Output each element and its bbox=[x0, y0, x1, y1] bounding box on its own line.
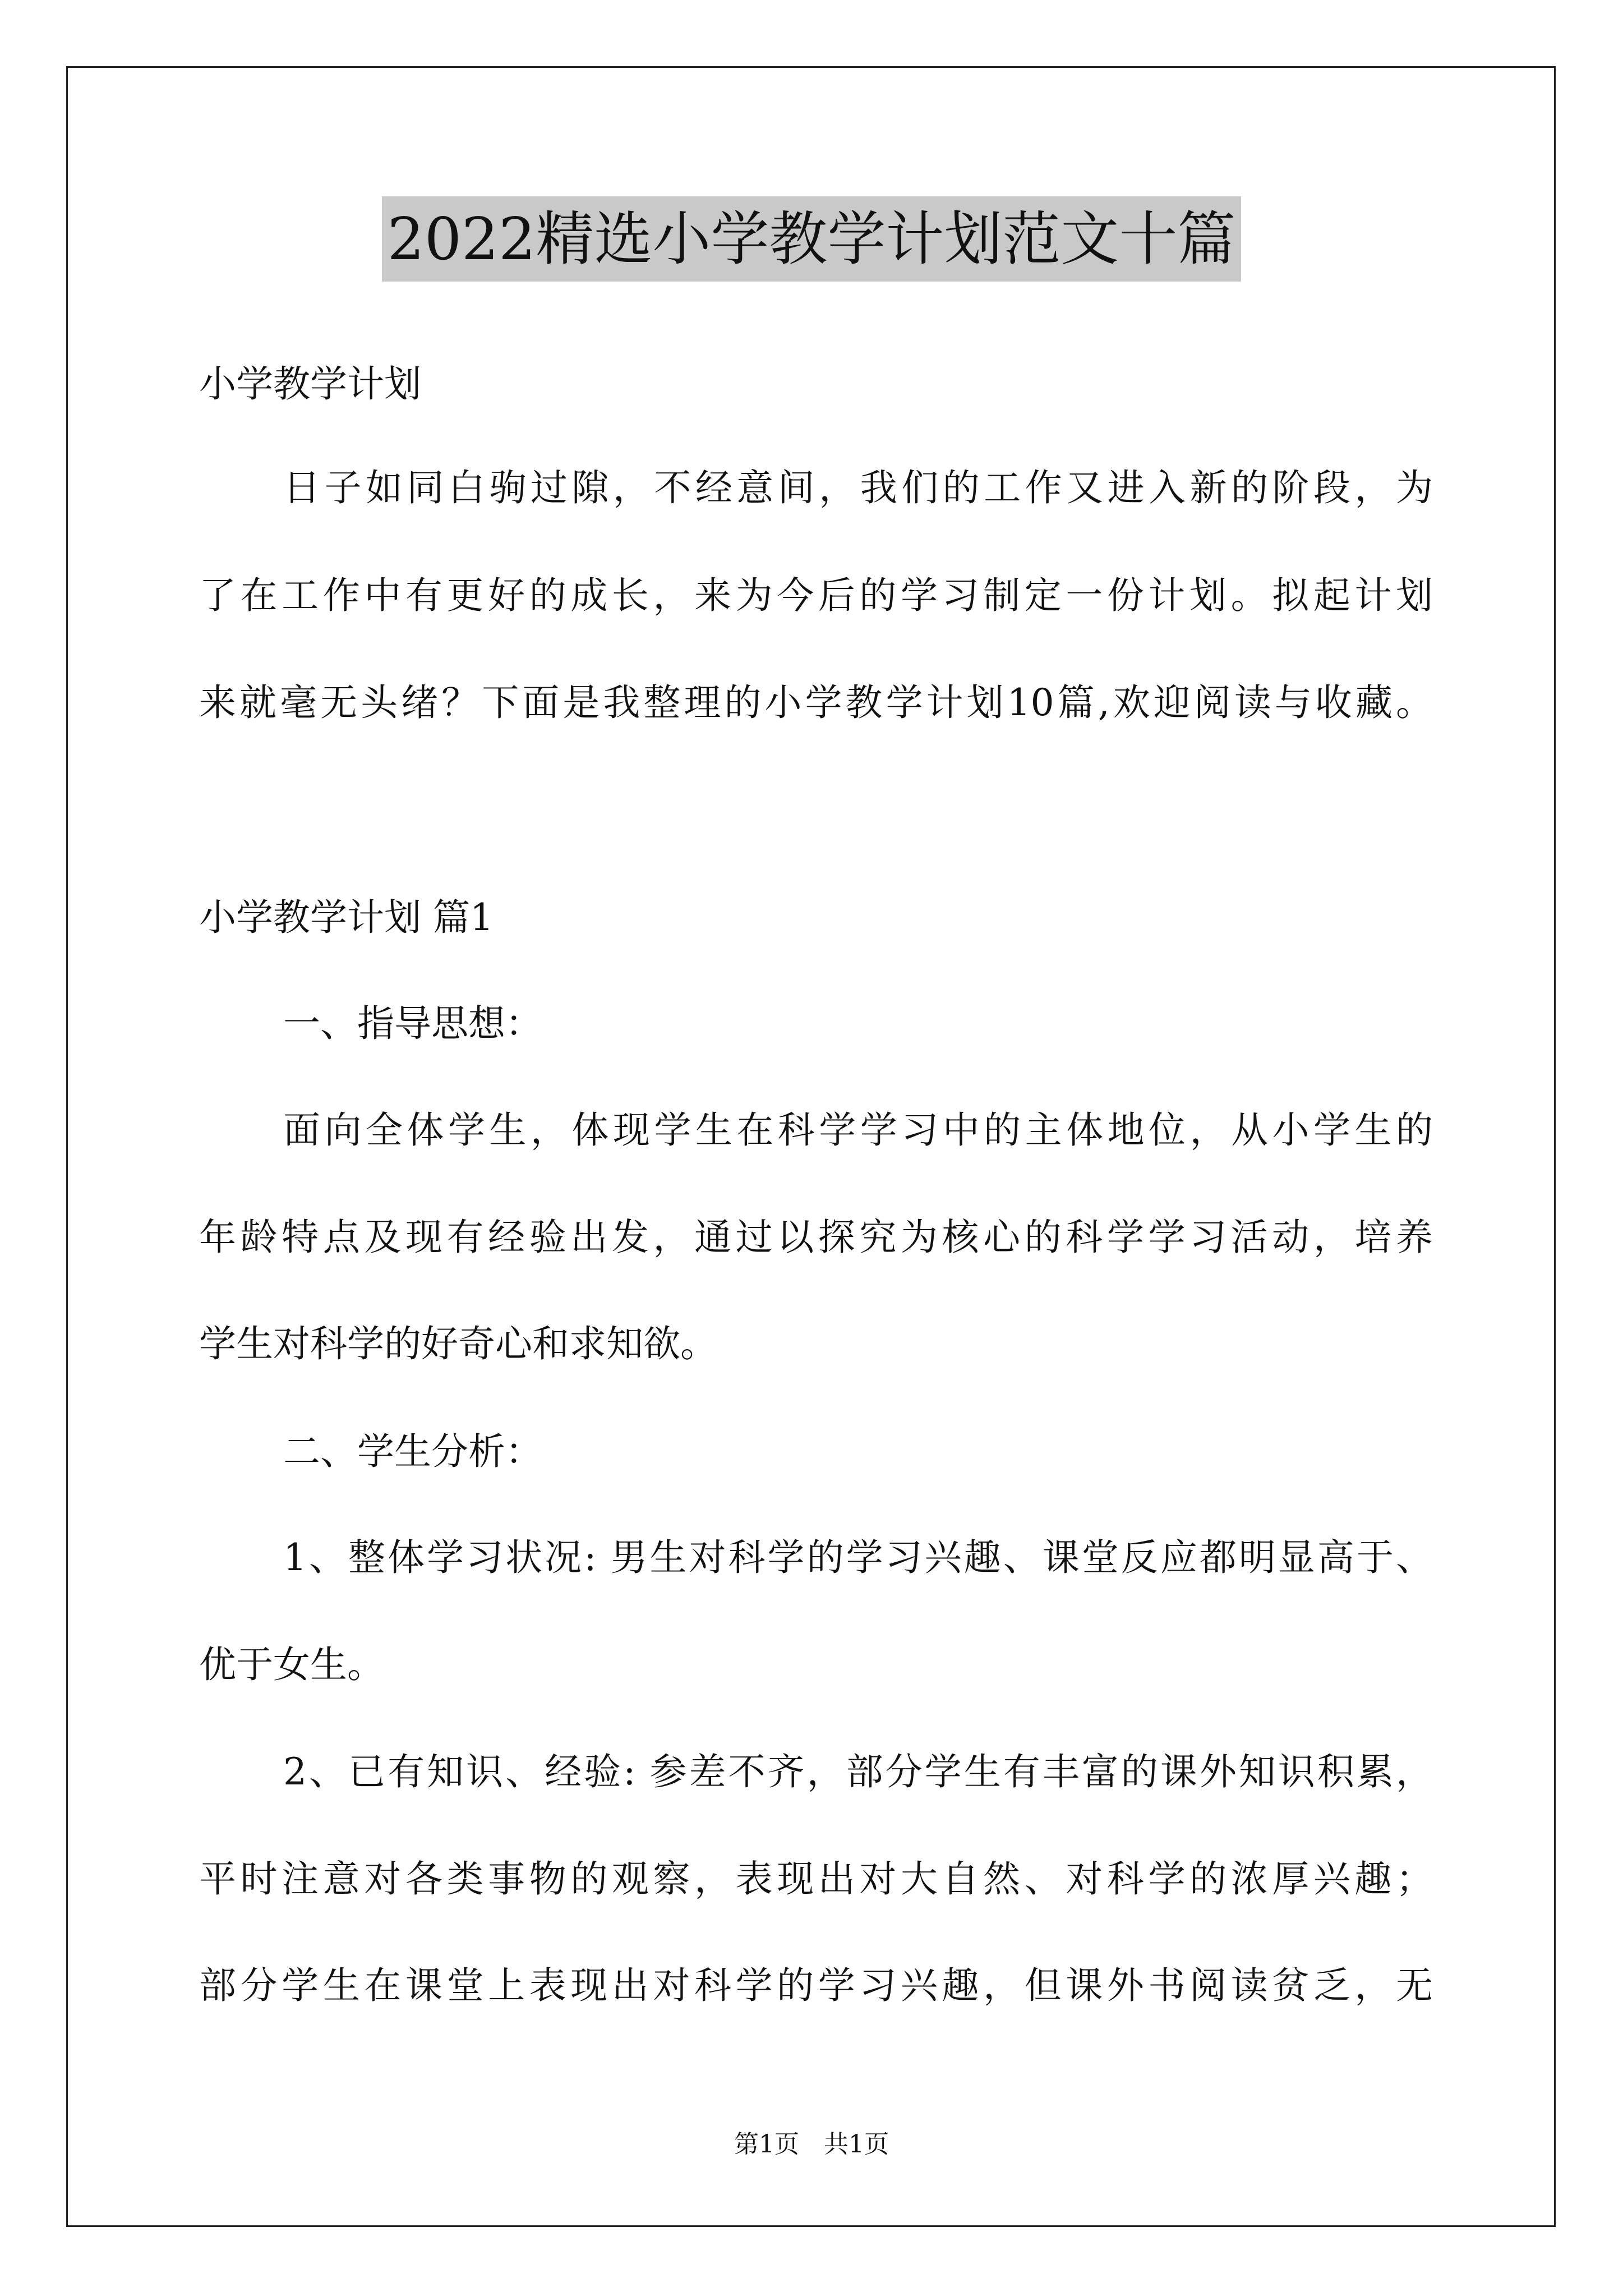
page-footer: 第1页 共1页 bbox=[734, 2130, 889, 2159]
analysis-2-line-3: 部分学生在课堂上表现出对科学的学习兴趣，但课外书阅读贫乏，无 bbox=[199, 1964, 1433, 2007]
analysis-heading: 二、学生分析： bbox=[283, 1430, 542, 1473]
guiding-line-1: 面向全体学生，体现学生在科学学习中的主体地位，从小学生的 bbox=[283, 1108, 1433, 1152]
intro-line-3: 来就毫无头绪？下面是我整理的小学教学计划10篇,欢迎阅读与收藏。 bbox=[199, 681, 1433, 724]
intro-line-1: 日子如同白驹过隙，不经意间，我们的工作又进入新的阶段，为 bbox=[283, 466, 1433, 509]
intro-line-2: 了在工作中有更好的成长，来为今后的学习制定一份计划。拟起计划 bbox=[199, 574, 1433, 617]
title-wrap bbox=[0, 196, 1623, 282]
section-heading: 小学教学计划 篇1 bbox=[199, 896, 494, 939]
document-title: 2022精选小学教学计划范文十篇 bbox=[382, 196, 1242, 282]
analysis-2-line-1: 2、已有知识、经验: 参差不齐，部分学生有丰富的课外知识积累， bbox=[283, 1750, 1433, 1793]
guiding-heading: 一、指导思想： bbox=[283, 1002, 542, 1045]
analysis-1-line-1: 1、整体学习状况: 男生对科学的学习兴趣、课堂反应都明显高于、 bbox=[283, 1536, 1433, 1579]
intro-heading: 小学教学计划 bbox=[199, 362, 421, 406]
analysis-1-line-2: 优于女生。 bbox=[199, 1643, 384, 1686]
guiding-line-2: 年龄特点及现有经验出发，通过以探究为核心的科学学习活动，培养 bbox=[199, 1216, 1433, 1259]
analysis-2-line-2: 平时注意对各类事物的观察，表现出对大自然、对科学的浓厚兴趣； bbox=[199, 1857, 1433, 1901]
guiding-line-3: 学生对科学的好奇心和求知欲。 bbox=[199, 1322, 717, 1365]
